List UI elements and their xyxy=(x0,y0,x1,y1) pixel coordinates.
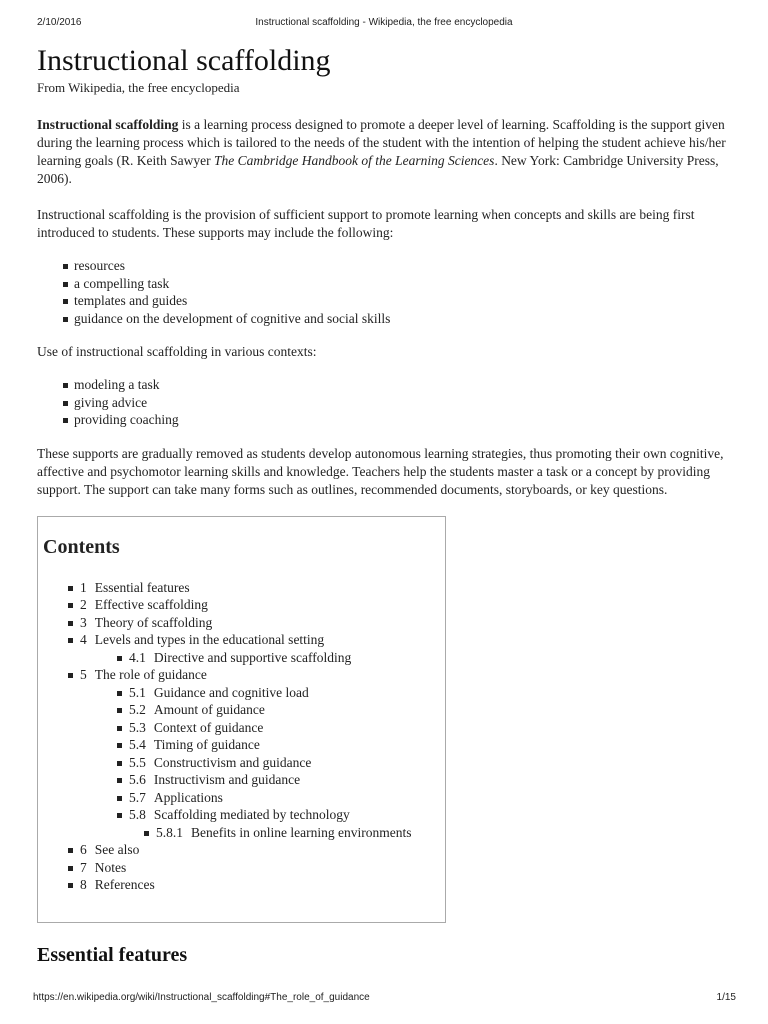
toc-number: 6 xyxy=(80,842,87,857)
toc-item-role-of-guidance[interactable] xyxy=(43,666,445,684)
print-page-title: Instructional scaffolding - Wikipedia, the free encyclopedia xyxy=(255,17,513,28)
toc-item-timing-of-guidance[interactable] xyxy=(43,736,445,754)
toc-number: 5.8.1 xyxy=(156,824,183,840)
toc-item-constructivism[interactable] xyxy=(43,754,445,772)
toc-number: 5.4 xyxy=(129,737,146,752)
toc-label: Context of guidance xyxy=(153,719,264,735)
toc-label: Instructivism and guidance xyxy=(153,772,301,787)
list-item: resources xyxy=(74,257,732,275)
toc-label: The role of guidance xyxy=(94,667,207,682)
list-item: guidance on the development of cognitive and social skills xyxy=(74,310,732,328)
list-item: giving advice xyxy=(74,394,732,412)
toc-number: 3 xyxy=(80,614,87,630)
contexts-list xyxy=(37,376,732,429)
toc-number: 4.1 xyxy=(129,649,146,665)
list-item: providing coaching xyxy=(74,411,732,429)
supports-list xyxy=(37,257,732,327)
print-url: https://en.wikipedia.org/wiki/Instructional_scaffolding#The_role_of_guidance xyxy=(33,992,370,1003)
toc-label: Applications xyxy=(153,789,223,805)
toc-item-scaffolding-technology[interactable] xyxy=(43,806,445,824)
toc-label: Notes xyxy=(94,859,127,875)
print-footer xyxy=(0,992,768,1006)
toc-number: 5.8 xyxy=(129,807,146,822)
toc-item-references[interactable] xyxy=(43,876,445,894)
toc-number: 5 xyxy=(80,667,87,682)
list-item: templates and guides xyxy=(74,292,732,310)
intro-text-a: is a learning process designed to promote a deeper level of learning. Scaffolding is the support given during the learning process which is tailored to the needs of the student with the intention of helping the student achieve his/her learning goals (R. Keith Sawyer xyxy=(37,117,726,168)
contexts-paragraph: Use of instructional scaffolding in various contexts: xyxy=(37,344,317,359)
table-of-contents xyxy=(37,516,446,923)
print-header xyxy=(0,17,768,31)
toc-item-notes[interactable] xyxy=(43,859,445,877)
toc-item-theory-of-scaffolding[interactable] xyxy=(43,614,445,632)
toc-number: 5.2 xyxy=(129,702,146,717)
article-content xyxy=(37,42,732,967)
toc-label: Theory of scaffolding xyxy=(94,614,213,630)
toc-item-essential-features[interactable] xyxy=(43,579,445,597)
toc-label: Timing of guidance xyxy=(153,737,260,752)
toc-item-see-also[interactable] xyxy=(43,841,445,859)
toc-label: Constructivism and guidance xyxy=(153,754,312,770)
intro-paragraph xyxy=(37,116,732,188)
section-heading-essential-features: Essential features xyxy=(37,943,188,966)
toc-number: 4 xyxy=(80,632,87,647)
intro-bold-term: Instructional scaffolding xyxy=(37,117,179,132)
toc-label: References xyxy=(94,877,155,892)
toc-heading: Contents xyxy=(43,535,120,558)
toc-label: Effective scaffolding xyxy=(94,597,208,612)
intro-text-b: . New York: Cambridge University Press, 2006). xyxy=(37,153,719,186)
list-item: modeling a task xyxy=(74,376,732,394)
toc-label: Benefits in online learning environments xyxy=(191,824,412,840)
toc-label: Guidance and cognitive load xyxy=(153,684,309,700)
toc-label: Essential features xyxy=(94,579,190,595)
toc-item-instructivism[interactable] xyxy=(43,771,445,789)
toc-item-guidance-cognitive-load[interactable] xyxy=(43,684,445,702)
toc-item-online-learning-benefits[interactable] xyxy=(43,824,445,842)
toc-label: See also xyxy=(94,842,140,857)
support-paragraph: Instructional scaffolding is the provision of sufficient support to promote learning when concepts and skills are being first introduced to students. These supports may include the following: xyxy=(37,207,695,240)
toc-number: 5.1 xyxy=(129,684,146,700)
print-date: 2/10/2016 xyxy=(37,17,82,28)
toc-number: 2 xyxy=(80,597,87,612)
toc-item-directive-supportive[interactable] xyxy=(43,649,445,667)
toc-number: 5.5 xyxy=(129,754,146,770)
toc-item-amount-of-guidance[interactable] xyxy=(43,701,445,719)
toc-number: 5.7 xyxy=(129,789,146,805)
toc-label: Scaffolding mediated by technology xyxy=(153,807,350,822)
page-title: Instructional scaffolding xyxy=(37,44,331,77)
toc-number: 1 xyxy=(80,579,87,595)
toc-item-effective-scaffolding[interactable] xyxy=(43,596,445,614)
toc-label: Directive and supportive scaffolding xyxy=(153,649,352,665)
toc-number: 8 xyxy=(80,877,87,892)
toc-item-context-of-guidance[interactable] xyxy=(43,719,445,737)
toc-number: 7 xyxy=(80,859,87,875)
toc-item-applications[interactable] xyxy=(43,789,445,807)
page-subtitle: From Wikipedia, the free encyclopedia xyxy=(37,80,240,95)
removal-paragraph: These supports are gradually removed as students develop autonomous learning strategies, thus promoting their own cognitive, affective and psychomotor learning skills and knowledge. Teachers help the students master a task or a concept by providing support. The support can take many forms such as outlines, recommended documents, storyboards, or key questions. xyxy=(37,445,724,497)
list-item: a compelling task xyxy=(74,275,732,293)
toc-list xyxy=(43,579,445,894)
toc-number: 5.3 xyxy=(129,719,146,735)
toc-item-levels-and-types[interactable] xyxy=(43,631,445,649)
toc-label: Amount of guidance xyxy=(153,702,265,717)
page-number: 1/15 xyxy=(716,992,736,1003)
toc-label: Levels and types in the educational setting xyxy=(94,632,325,647)
toc-number: 5.6 xyxy=(129,772,146,787)
intro-book-title: The Cambridge Handbook of the Learning Sciences xyxy=(213,153,495,168)
